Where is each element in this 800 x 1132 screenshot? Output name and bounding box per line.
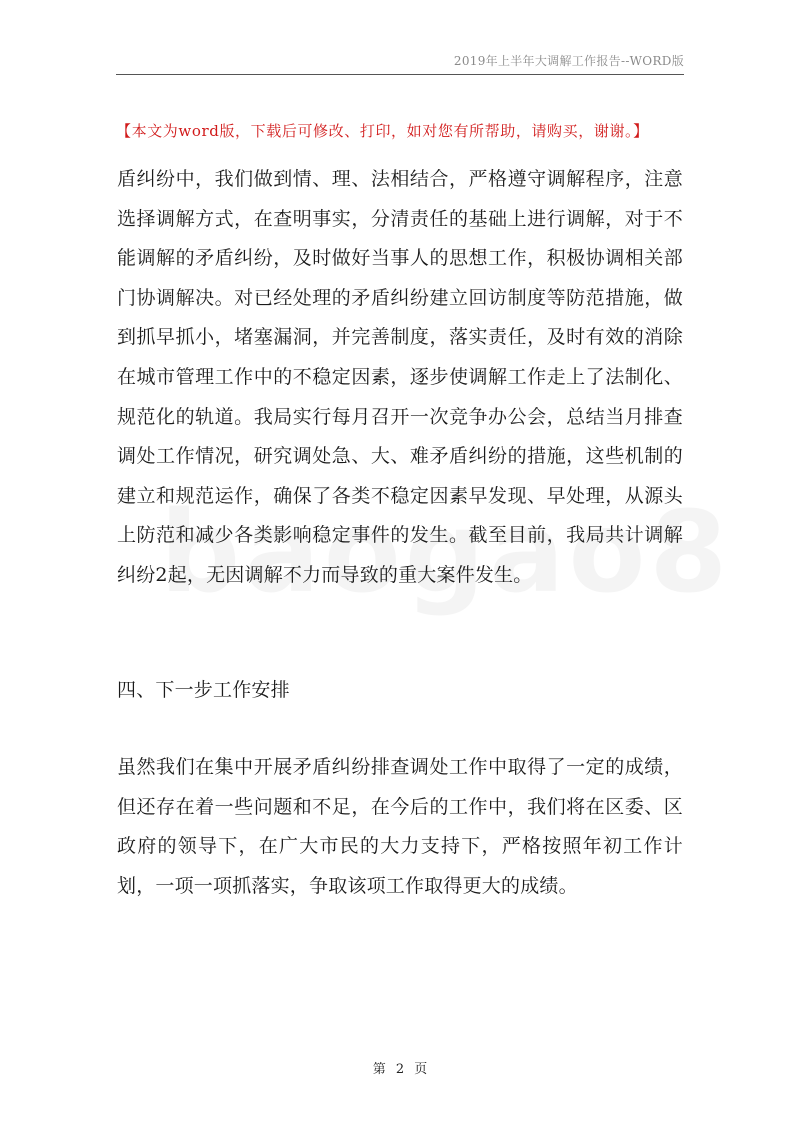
footer-prefix: 第 (372, 1062, 386, 1077)
footer-suffix: 页 (414, 1062, 428, 1077)
body-paragraph: 盾纠纷中，我们做到情、理、法相结合，严格遵守调解程序，注意选择调解方式，在查明事实，分清责任的基础上进行调解，对于不能调解的矛盾纠纷，及时做好当事人的思想工作，积极协调相关部门协调解决。对已经处理的矛盾纠纷建立回访制度等防范措施，做到抓早抓小，堵塞漏洞，并完善制度，落实责任，及时有效的消除在城市管理工作中的不稳定因素，逐步使调解工作走上了法制化、规范化的轨道。我局实行每月召开一次竞争办公会，总结当月排查调处工作情况，研究调处急、大、难矛盾纠纷的措施，这些机制的建立和规范运作，确保了各类不稳定因素早发现、早处理，从源头上防范和减少各类影响稳定事件的发生。截至目前，我局共计调解纠纷2起，无因调解不力而导致的重大案件发生。 (117, 168, 683, 586)
purchase-notice: 【本文为word版，下载后可修改、打印，如对您有所帮助，请购买，谢谢。】 (116, 122, 649, 140)
page-footer (0, 1058, 800, 1077)
page-number: 2 (395, 1062, 405, 1077)
header-rule (116, 74, 684, 75)
running-header: 2019年上半年大调解工作报告--WORD版 (453, 54, 684, 68)
section-heading: 四、下一步工作安排 (117, 679, 290, 701)
body-paragraph: 虽然我们在集中开展矛盾纠纷排查调处工作中取得了一定的成绩，但还存在着一些问题和不足，在今后的工作中，我们将在区委、区政府的领导下，在广大市民的大力支持下，严格按照年初工作计划，一项一项抓落实，争取该项工作取得更大的成绩。 (117, 756, 683, 897)
